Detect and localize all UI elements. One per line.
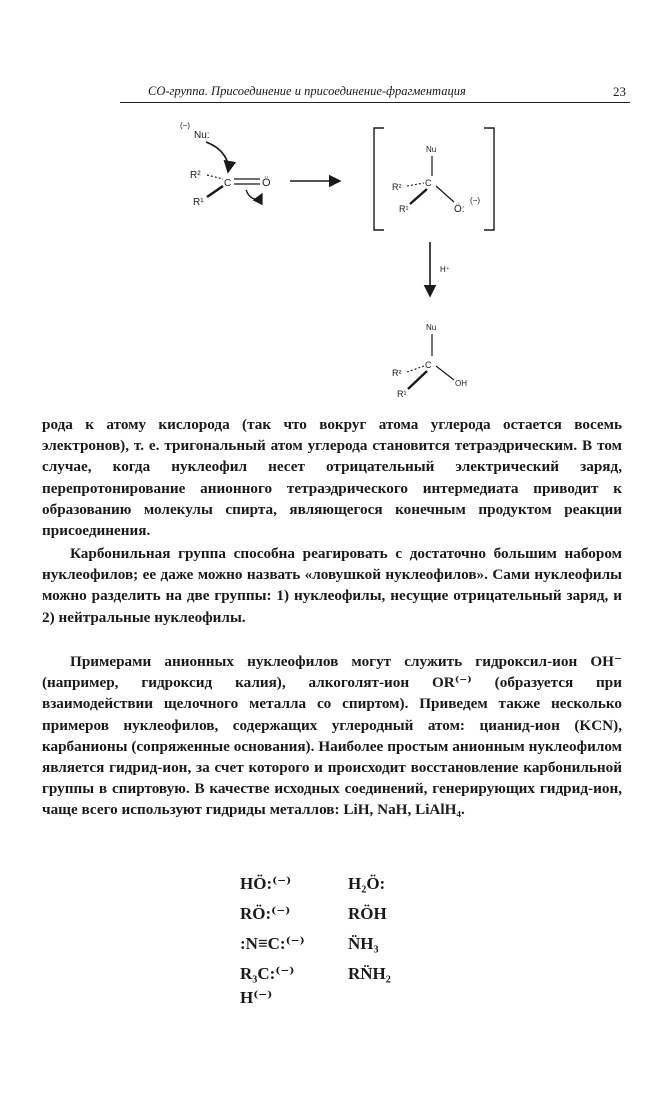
- anionic-item: H⁽⁻⁾: [240, 988, 273, 1007]
- oxygen-label: Ö: [262, 177, 271, 189]
- r2-label-intermediate: R²: [392, 182, 402, 192]
- r1-bond: [207, 186, 223, 197]
- anionic-item: HÖ:⁽⁻⁾: [240, 874, 292, 893]
- anionic-nucleophiles-list: [240, 874, 305, 1012]
- oxygen-bond: [436, 186, 454, 202]
- tetrahedral-intermediate: [374, 128, 494, 230]
- page-number: 23: [613, 84, 626, 99]
- r1-label: R¹: [193, 197, 204, 208]
- r2-bond-product: [407, 366, 424, 372]
- paragraph-1: рода к атому кислорода (так что вокруг атома углерода остается восемь электронов), т. е. тригональный атом углерода становится тетраэдрическим. В том случае, когда нуклеофил несет отрицательный электрический заряд, перепротонирование анионного тетраэдрического интермедиата приводит к образованию молекулы спирта, являющегося конечным продуктом реакции присоединения.: [42, 416, 622, 540]
- nu-charge: (−): [180, 121, 190, 130]
- nu-label-intermediate: Nu: [426, 145, 437, 154]
- r2-label: R²: [190, 170, 201, 181]
- oh-label: OH: [455, 379, 467, 388]
- neutral-item: N̈H₃: [348, 934, 379, 953]
- neutral-item: H₂Ö:: [348, 874, 386, 893]
- carbon-label-intermediate: C: [425, 178, 432, 188]
- r1-bond-intermediate: [410, 189, 427, 204]
- r2-bond-intermediate: [407, 183, 424, 186]
- oh-bond: [436, 366, 454, 380]
- neutral-item: RN̈H₂: [348, 964, 391, 983]
- r2-bond: [207, 175, 223, 179]
- nu-label: Nu:: [194, 130, 210, 141]
- reaction-scheme: [0, 0, 663, 410]
- r1-label-intermediate: R¹: [399, 204, 409, 214]
- r2-label-product: R²: [392, 368, 402, 378]
- r1-label-product: R¹: [397, 389, 407, 399]
- alcohol-product: [392, 323, 467, 399]
- nu-label-product: Nu: [426, 323, 437, 332]
- left-bracket: [374, 128, 384, 230]
- paragraph-2: Карбонильная группа способна реагировать с достаточно большим набором нуклеофилов; ее даже можно назвать «ловушкой нуклеофилов». Сами нуклеофилы можно разделить на две группы: 1) нуклеофилы, несущие отрицательный заряд, и 2) нейтральные нуклеофилы.: [42, 545, 622, 626]
- right-bracket: [484, 128, 494, 230]
- running-title: СО-группа. Присоединение и присоединение-фрагментация: [148, 84, 466, 98]
- anionic-item: R₃C:⁽⁻⁾: [240, 964, 295, 983]
- proton-label: H⁺: [440, 265, 450, 274]
- neutral-item: RÖH: [348, 904, 387, 923]
- nucleophile-attack-arrow: [206, 142, 228, 172]
- anionic-item: RÖ:⁽⁻⁾: [240, 904, 291, 923]
- oxygen-anion-label: Ö:: [454, 204, 465, 215]
- anionic-item: :N≡C:⁽⁻⁾: [240, 934, 305, 953]
- neutral-nucleophiles-list: [348, 874, 391, 988]
- carbon-label-product: C: [425, 360, 432, 370]
- anion-charge: (−): [470, 196, 480, 205]
- r1-bond-product: [408, 371, 427, 389]
- reactant-carbonyl: [180, 121, 271, 208]
- carbon-label: C: [224, 178, 232, 189]
- pi-electron-shift-arrow: [246, 190, 262, 199]
- paragraph-3: Примерами анионных нуклеофилов могут служить гидроксил-ион OH⁻ (например, гидроксид калия), алкоголят-ион OR⁽⁻⁾ (образуется при взаимодействии щелочного металла со спиртом). Приведем также несколько примеров нуклеофилов, содержащих углеродный атом: цианид-ион (KCN), карбанионы (сопряженные основания). Наиболее простым анионным нуклеофилом является гидрид-ион, за счет которого и происходит восстановление карбонильной группы в спиртовую. В качестве исходных соединений, генерирующих гидрид-ион, чаще всего используют гидриды металлов: LiH, NaH, LiAlH₄.: [42, 653, 622, 819]
